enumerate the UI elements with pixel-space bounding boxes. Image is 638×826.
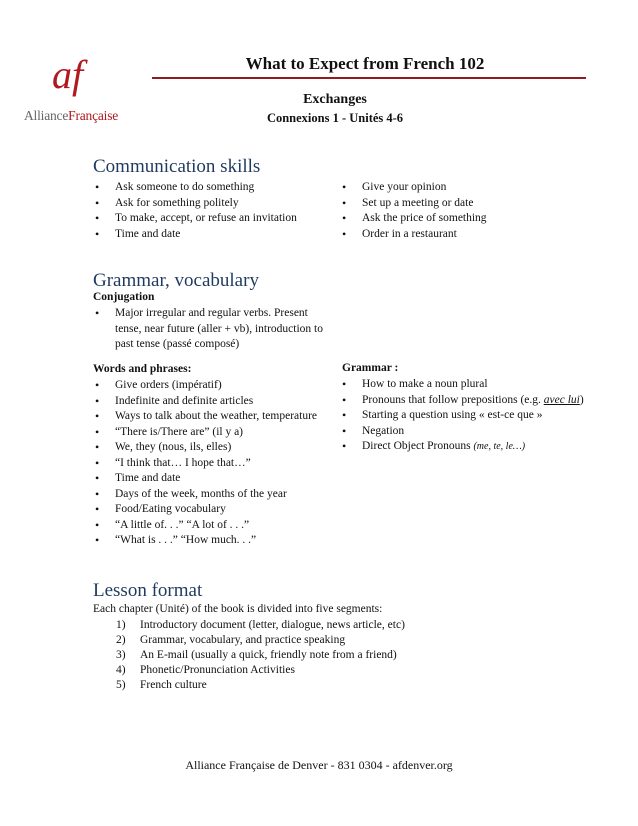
list-item: [116, 648, 556, 663]
item-text: French culture: [140, 679, 207, 691]
list-item: • “There is/There are” (il y a): [93, 425, 338, 441]
lesson-format-heading: Lesson format: [93, 580, 203, 601]
list-item: • Days of the week, months of the year: [93, 487, 338, 503]
list-item: • “I think that… I hope that…”: [93, 456, 338, 472]
conjugation-label: Conjugation: [93, 291, 155, 303]
list-item: • Starting a question using « est-ce que »: [340, 408, 600, 424]
list-item: • Pronouns that follow prepositions (e.g. avec lui): [340, 393, 600, 409]
grammar-label: Grammar :: [342, 362, 399, 374]
communication-skills-heading: Communication skills: [93, 156, 261, 177]
item-text: Phonetic/Pronunciation Activities: [140, 664, 295, 676]
list-item: [116, 678, 556, 693]
list-item: • To make, accept, or refuse an invitation: [93, 211, 343, 227]
conjugation-list: [93, 306, 333, 353]
list-item: • “What is . . .” “How much. . .”: [93, 533, 338, 549]
lesson-intro: Each chapter (Unité) of the book is divided into five segments:: [93, 603, 383, 615]
communication-list-right: [340, 180, 590, 242]
list-item: • Give orders (impératif): [93, 378, 338, 394]
list-item: [116, 633, 556, 648]
page-subtitle: Exchanges: [303, 92, 367, 107]
list-item: • Food/Eating vocabulary: [93, 502, 338, 518]
list-item: • Time and date: [93, 227, 343, 243]
list-item: • Order in a restaurant: [340, 227, 590, 243]
svg-text:af: af: [52, 52, 84, 97]
alliance-francaise-logo: [20, 50, 132, 130]
item-text: An E-mail (usually a quick, friendly note from a friend): [140, 649, 397, 661]
item-number: 5): [116, 679, 126, 691]
grammar-vocabulary-heading: Grammar, vocabulary: [93, 270, 259, 291]
list-item: • Ask the price of something: [340, 211, 590, 227]
list-item: • Give your opinion: [340, 180, 590, 196]
list-item: • Ask someone to do something: [93, 180, 343, 196]
communication-list-left: [93, 180, 343, 242]
item-number: 2): [116, 634, 126, 646]
list-item: • Ways to talk about the weather, temperature: [93, 409, 338, 425]
af-logo-mark-icon: [50, 50, 98, 102]
grammar-list: [340, 377, 600, 455]
list-item: • Ask for something politely: [93, 196, 343, 212]
page-footer: Alliance Française de Denver - 831 0304 - afdenver.org: [185, 758, 453, 772]
list-item: • Indefinite and definite articles: [93, 394, 338, 410]
logo-wordmark: AllianceFrançaise: [24, 108, 119, 123]
list-item: • Time and date: [93, 471, 338, 487]
item-text: Grammar, vocabulary, and practice speaking: [140, 634, 346, 646]
title-rule: [152, 77, 586, 79]
page-subtitle-units: Connexions 1 - Unités 4-6: [266, 111, 404, 125]
words-phrases-label: Words and phrases:: [93, 363, 192, 375]
list-item: [116, 618, 556, 633]
item-text: Introductory document (letter, dialogue, news article, etc): [140, 619, 405, 631]
list-item: • “A little of. . .” “A lot of . . .”: [93, 518, 338, 534]
list-item: • How to make a noun plural: [340, 377, 600, 393]
list-item: • Negation: [340, 424, 600, 440]
list-item: [116, 663, 556, 678]
list-item: • Major irregular and regular verbs. Present tense, near future (aller + vb), introduction to past tense (passé composé): [93, 306, 333, 353]
item-number: 1): [116, 619, 126, 631]
item-number: 4): [116, 664, 126, 676]
lesson-segments-list: [116, 618, 556, 693]
words-phrases-list: [93, 378, 338, 549]
list-item: • Direct Object Pronouns (me, te, le…): [340, 439, 600, 455]
list-item: • We, they (nous, ils, elles): [93, 440, 338, 456]
page-title: What to Expect from French 102: [245, 54, 485, 73]
list-item: • Set up a meeting or date: [340, 196, 590, 212]
item-number: 3): [116, 649, 126, 661]
